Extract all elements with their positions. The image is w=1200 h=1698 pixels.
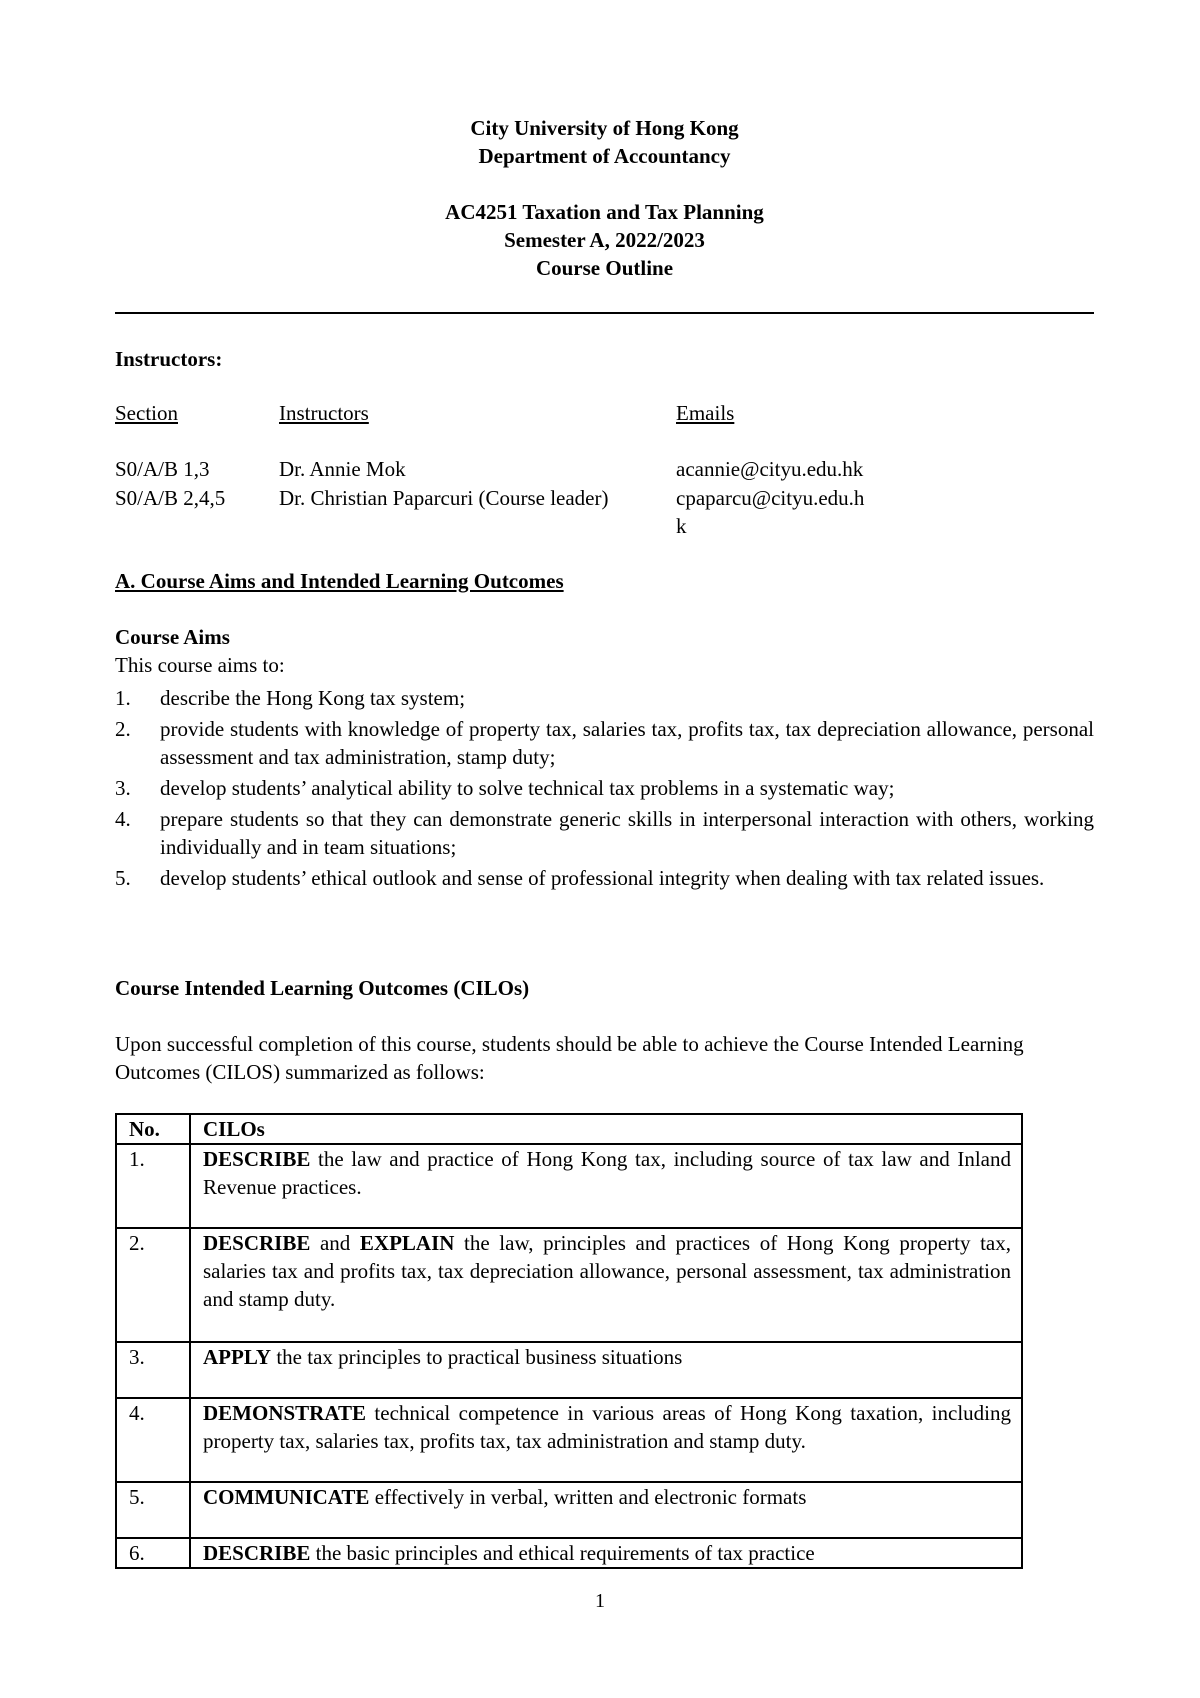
cilo-keyword: APPLY: [203, 1345, 272, 1369]
list-item-number: 3.: [115, 776, 131, 800]
document-header: [115, 114, 1094, 282]
cilos-heading: Course Intended Learning Outcomes (CILOs): [115, 976, 530, 1000]
table-row: [116, 1228, 1022, 1342]
list-item: [115, 684, 1094, 712]
list-item-text: provide students with knowledge of property tax, salaries tax, profits tax, tax depreciation allowance, personal assessment and tax administration, stamp duty;: [160, 717, 1094, 769]
list-item: [115, 774, 1094, 802]
table-header-row: [116, 1114, 1022, 1144]
header-divider: [115, 312, 1094, 314]
cilo-text: [190, 1398, 1022, 1482]
cilo-number: 4.: [116, 1398, 190, 1482]
table-row: [116, 1342, 1022, 1398]
university-name: City University of Hong Kong: [470, 116, 739, 140]
table-row: [116, 1538, 1022, 1568]
list-item-text: develop students’ analytical ability to solve technical tax problems in a systematic way;: [160, 776, 895, 800]
cilo-keyword: DEMONSTRATE: [203, 1401, 366, 1425]
cilo-text: [190, 1538, 1022, 1568]
table-row: [116, 1398, 1022, 1482]
instructor-row-section: S0/A/B 2,4,5: [115, 486, 226, 510]
instructor-row-name: Dr. Annie Mok: [279, 457, 406, 481]
cilo-text: [190, 1342, 1022, 1398]
list-item: [115, 864, 1094, 892]
cilo-text: [190, 1228, 1022, 1342]
course-title: AC4251 Taxation and Tax Planning: [445, 200, 764, 224]
table-row: [116, 1482, 1022, 1538]
list-item-text: develop students’ ethical outlook and sense of professional integrity when dealing with tax related issues.: [160, 866, 1045, 890]
column-header-section: Section: [115, 401, 178, 425]
cilo-number: 1.: [116, 1144, 190, 1228]
list-item: [115, 805, 1094, 861]
cilo-description: the basic principles and ethical requirements of tax practice: [310, 1541, 815, 1565]
cilo-number: 3.: [116, 1342, 190, 1398]
instructors-heading: Instructors:: [115, 347, 223, 371]
cilo-description: the tax principles to practical business situations: [271, 1345, 683, 1369]
list-item-number: 2.: [115, 717, 131, 741]
column-header-emails: Emails: [676, 401, 735, 425]
cilo-keyword: EXPLAIN: [359, 1231, 455, 1255]
instructor-row-section: S0/A/B 1,3: [115, 457, 210, 481]
document-title: Course Outline: [535, 256, 674, 280]
list-item-number: 5.: [115, 866, 131, 890]
course-aims-intro: This course aims to:: [115, 653, 285, 677]
page-number: 1: [595, 1590, 605, 1612]
list-item-text: describe the Hong Kong tax system;: [160, 686, 466, 710]
instructor-row-email-wrap[interactable]: k: [676, 514, 687, 538]
course-aims-list: [115, 684, 1094, 895]
instructor-row-name: Dr. Christian Paparcuri (Course leader): [279, 486, 609, 510]
cilo-description: effectively in verbal, written and electronic formats: [369, 1485, 807, 1509]
cilo-description: the law, principles and practices of Hong Kong property tax, salaries tax and profits tax, tax depreciation allowance, personal assessment, tax administration and stamp duty.: [203, 1231, 1012, 1311]
semester: Semester A, 2022/2023: [504, 228, 705, 252]
instructor-row-email[interactable]: cpaparcu@cityu.edu.h: [676, 486, 865, 510]
section-a-heading: A. Course Aims and Intended Learning Outcomes: [115, 569, 564, 593]
cilos-intro: Upon successful completion of this course, students should be able to achieve the Course Intended Learning Outcomes (CILOS) summarized as follows:: [115, 1032, 1024, 1084]
list-item-number: 1.: [115, 686, 131, 710]
cilo-description: the law and practice of Hong Kong tax, including source of tax law and Inland Revenue practices.: [203, 1147, 1011, 1199]
cilo-keyword: COMMUNICATE: [203, 1485, 370, 1509]
list-item-text: prepare students so that they can demonstrate generic skills in interpersonal interaction with others, working individually and in team situations;: [160, 807, 1094, 859]
cilo-keyword: DESCRIBE: [203, 1231, 311, 1255]
instructor-row-email[interactable]: acannie@cityu.edu.hk: [676, 457, 864, 481]
cilo-text: [190, 1144, 1022, 1228]
table-header-no: No.: [116, 1114, 190, 1144]
cilo-keyword: DESCRIBE: [203, 1147, 311, 1171]
column-header-instructors: Instructors: [279, 401, 369, 425]
cilo-number: 6.: [116, 1538, 190, 1568]
cilo-keyword: DESCRIBE: [203, 1541, 311, 1565]
list-item: [115, 715, 1094, 771]
cilo-connector: and: [310, 1231, 360, 1255]
cilo-number: 2.: [116, 1228, 190, 1342]
list-item-number: 4.: [115, 807, 131, 831]
course-aims-heading: Course Aims: [115, 625, 230, 649]
cilo-number: 5.: [116, 1482, 190, 1538]
department-name: Department of Accountancy: [478, 144, 731, 168]
cilo-text: [190, 1482, 1022, 1538]
cilo-description: technical competence in various areas of Hong Kong taxation, including property tax, salaries tax, profits tax, tax administration and stamp duty.: [203, 1401, 1011, 1453]
table-header-cilos: CILOs: [190, 1114, 1022, 1144]
cilos-table: [115, 1113, 1023, 1569]
table-row: [116, 1144, 1022, 1228]
